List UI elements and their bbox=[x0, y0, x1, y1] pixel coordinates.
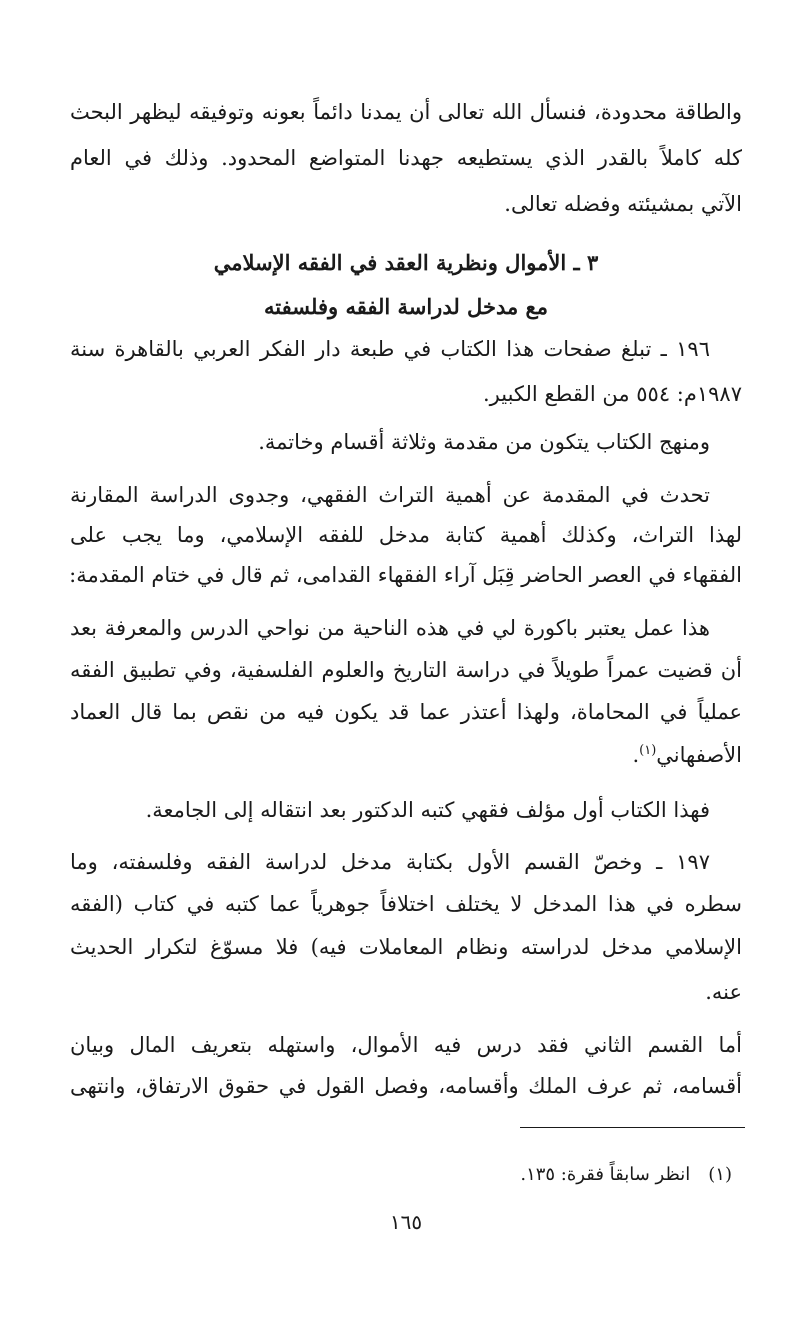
footnote-number: (١) bbox=[708, 1164, 732, 1185]
text-line: ١٩٧ ـ وخصّ القسم الأول بكتابة مدخل لدراسة الفقه وفلسفته، وما bbox=[70, 850, 710, 874]
page-number: ١٦٥ bbox=[389, 1210, 423, 1234]
quote-line: أن قضيت عمراً طويلاً في دراسة التاريخ والعلوم الفلسفية، وفي تطبيق الفقه bbox=[70, 658, 742, 682]
text-line: سطره في هذا المدخل لا يختلف اختلافاً جوهرياً عما كتبه في كتاب (الفقه bbox=[70, 892, 742, 916]
text-line: الإسلامي مدخل لدراسته ونظام المعاملات فيه) فلا مسوّغ لتكرار الحديث bbox=[70, 935, 742, 959]
text-line: والطاقة محدودة، فنسأل الله تعالى أن يمدنا دائماً بعونه وتوفيقه ليظهر البحث bbox=[70, 100, 742, 124]
text-line: ١٩٨٧م: ٥٥٤ من القطع الكبير. bbox=[482, 382, 742, 406]
quote-text: الأصفهاني bbox=[656, 743, 742, 767]
section-subheading: مع مدخل لدراسة الفقه وفلسفته bbox=[264, 294, 548, 319]
footnote-text: انظر سابقاً فقرة: ١٣٥. bbox=[520, 1164, 691, 1185]
text-line: كله كاملاً بالقدر الذي يستطيعه جهدنا المتواضع المحدود. وذلك في العام bbox=[70, 146, 742, 170]
section-heading: ٣ ـ الأموال ونظرية العقد في الفقه الإسلامي bbox=[213, 250, 599, 275]
text-line: لهذا التراث، وكذلك أهمية كتابة مدخل للفقه الإسلامي، وما يجب على bbox=[70, 523, 742, 547]
text-line: الفقهاء في العصر الحاضر قِبَل آراء الفقهاء القدامى، ثم قال في ختام المقدمة: bbox=[69, 563, 742, 587]
footnote-divider bbox=[520, 1127, 745, 1128]
footnote bbox=[520, 1164, 732, 1185]
quote-line: هذا عمل يعتبر باكورة لي في هذه الناحية من نواحي الدرس والمعرفة بعد bbox=[70, 616, 710, 640]
quote-line: عملياً في المحاماة، ولهذا أعتذر عما قد يكون فيه من نقص بما قال العماد bbox=[70, 700, 742, 724]
book-page bbox=[70, 0, 742, 1328]
text-line: الآتي بمشيئته وفضله تعالى. bbox=[504, 192, 742, 216]
text-line: ١٩٦ ـ تبلغ صفحات هذا الكتاب في طبعة دار الفكر العربي بالقاهرة سنة bbox=[70, 337, 710, 361]
footnote-reference: (١) bbox=[639, 743, 657, 758]
text-line: أقسامه، ثم عرف الملك وأقسامه، وفصل القول في حقوق الارتفاق، وانتهى bbox=[70, 1074, 742, 1098]
text-line: أما القسم الثاني فقد درس فيه الأموال، واستهله بتعريف المال وبيان bbox=[70, 1033, 742, 1057]
text-line: ومنهج الكتاب يتكون من مقدمة وثلاثة أقسام وخاتمة. bbox=[258, 430, 710, 454]
text-line: عنه. bbox=[705, 980, 742, 1004]
quote-end: . bbox=[632, 743, 640, 767]
text-line: تحدث في المقدمة عن أهمية التراث الفقهي، وجدوى الدراسة المقارنة bbox=[70, 483, 710, 507]
quote-line bbox=[70, 744, 742, 766]
text-line: فهذا الكتاب أول مؤلف فقهي كتبه الدكتور بعد انتقاله إلى الجامعة. bbox=[145, 798, 710, 822]
